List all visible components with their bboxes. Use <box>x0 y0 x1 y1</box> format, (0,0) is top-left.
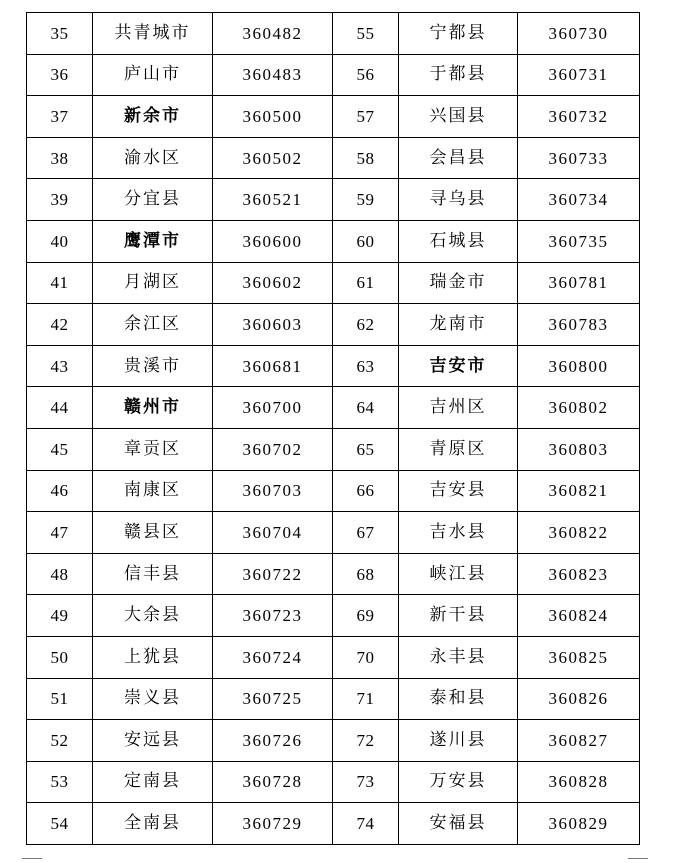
division-name-cell: 全南县 <box>93 803 213 845</box>
division-name-cell: 上犹县 <box>93 636 213 678</box>
table-row <box>27 428 640 470</box>
division-code-cell: 360728 <box>213 761 333 803</box>
division-code-cell: 360829 <box>518 803 640 845</box>
table-row <box>27 304 640 346</box>
table-row <box>27 13 640 55</box>
index-cell: 66 <box>333 470 399 512</box>
table-body <box>27 13 640 845</box>
index-cell: 57 <box>333 96 399 138</box>
division-code-cell: 360700 <box>213 387 333 429</box>
table-row <box>27 345 640 387</box>
division-name-cell: 定南县 <box>93 761 213 803</box>
division-code-cell: 360822 <box>518 512 640 554</box>
table-row <box>27 262 640 304</box>
index-cell: 37 <box>27 96 93 138</box>
division-name-cell: 于都县 <box>399 54 518 96</box>
division-code-cell: 360821 <box>518 470 640 512</box>
division-code-cell: 360702 <box>213 428 333 470</box>
index-cell: 43 <box>27 345 93 387</box>
division-name-cell: 青原区 <box>399 428 518 470</box>
division-name-cell: 大余县 <box>93 595 213 637</box>
division-name-cell: 赣州市 <box>93 387 213 429</box>
division-name-cell: 石城县 <box>399 220 518 262</box>
index-cell: 67 <box>333 512 399 554</box>
division-code-cell: 360823 <box>518 553 640 595</box>
division-name-cell: 月湖区 <box>93 262 213 304</box>
division-name-cell: 分宜县 <box>93 179 213 221</box>
division-name-cell: 瑞金市 <box>399 262 518 304</box>
index-cell: 60 <box>333 220 399 262</box>
division-code-cell: 360500 <box>213 96 333 138</box>
index-cell: 71 <box>333 678 399 720</box>
division-code-cell: 360733 <box>518 137 640 179</box>
division-code-cell: 360521 <box>213 179 333 221</box>
index-cell: 65 <box>333 428 399 470</box>
division-name-cell: 寻乌县 <box>399 179 518 221</box>
table-row <box>27 512 640 554</box>
division-name-cell: 兴国县 <box>399 96 518 138</box>
index-cell: 69 <box>333 595 399 637</box>
index-cell: 41 <box>27 262 93 304</box>
index-cell: 52 <box>27 720 93 762</box>
division-name-cell: 吉安县 <box>399 470 518 512</box>
table-row <box>27 720 640 762</box>
division-name-cell: 章贡区 <box>93 428 213 470</box>
division-name-cell: 龙南市 <box>399 304 518 346</box>
division-name-cell: 共青城市 <box>93 13 213 55</box>
division-code-cell: 360726 <box>213 720 333 762</box>
division-name-cell: 信丰县 <box>93 553 213 595</box>
division-code-cell: 360732 <box>518 96 640 138</box>
index-cell: 42 <box>27 304 93 346</box>
division-name-cell: 南康区 <box>93 470 213 512</box>
division-code-cell: 360827 <box>518 720 640 762</box>
division-name-cell: 吉安市 <box>399 345 518 387</box>
index-cell: 39 <box>27 179 93 221</box>
division-code-cell: 360681 <box>213 345 333 387</box>
division-code-cell: 360824 <box>518 595 640 637</box>
division-code-cell: 360730 <box>518 13 640 55</box>
index-cell: 35 <box>27 13 93 55</box>
division-code-cell: 360783 <box>518 304 640 346</box>
index-cell: 73 <box>333 761 399 803</box>
division-name-cell: 庐山市 <box>93 54 213 96</box>
table-row <box>27 636 640 678</box>
index-cell: 74 <box>333 803 399 845</box>
division-name-cell: 永丰县 <box>399 636 518 678</box>
table-row <box>27 137 640 179</box>
division-code-cell: 360781 <box>518 262 640 304</box>
table-row <box>27 387 640 429</box>
index-cell: 58 <box>333 137 399 179</box>
index-cell: 63 <box>333 345 399 387</box>
index-cell: 54 <box>27 803 93 845</box>
division-code-cell: 360722 <box>213 553 333 595</box>
table-row <box>27 96 640 138</box>
index-cell: 72 <box>333 720 399 762</box>
index-cell: 59 <box>333 179 399 221</box>
division-code-cell: 360825 <box>518 636 640 678</box>
index-cell: 61 <box>333 262 399 304</box>
division-code-cell: 360704 <box>213 512 333 554</box>
division-name-cell: 会昌县 <box>399 137 518 179</box>
page-corner-mark-right <box>628 858 648 859</box>
index-cell: 38 <box>27 137 93 179</box>
division-code-cell: 360725 <box>213 678 333 720</box>
page-corner-mark-left <box>22 858 42 859</box>
division-name-cell: 遂川县 <box>399 720 518 762</box>
table-row <box>27 761 640 803</box>
division-code-cell: 360703 <box>213 470 333 512</box>
division-code-cell: 360826 <box>518 678 640 720</box>
division-code-cell: 360729 <box>213 803 333 845</box>
index-cell: 45 <box>27 428 93 470</box>
division-name-cell: 宁都县 <box>399 13 518 55</box>
table-row <box>27 54 640 96</box>
index-cell: 47 <box>27 512 93 554</box>
division-code-cell: 360603 <box>213 304 333 346</box>
division-code-cell: 360802 <box>518 387 640 429</box>
index-cell: 48 <box>27 553 93 595</box>
index-cell: 50 <box>27 636 93 678</box>
division-code-cell: 360483 <box>213 54 333 96</box>
index-cell: 70 <box>333 636 399 678</box>
index-cell: 62 <box>333 304 399 346</box>
division-code-cell: 360502 <box>213 137 333 179</box>
division-name-cell: 峡江县 <box>399 553 518 595</box>
index-cell: 51 <box>27 678 93 720</box>
index-cell: 36 <box>27 54 93 96</box>
division-name-cell: 崇义县 <box>93 678 213 720</box>
index-cell: 56 <box>333 54 399 96</box>
index-cell: 40 <box>27 220 93 262</box>
division-code-cell: 360724 <box>213 636 333 678</box>
table-row <box>27 179 640 221</box>
division-name-cell: 鹰潭市 <box>93 220 213 262</box>
division-name-cell: 吉州区 <box>399 387 518 429</box>
division-name-cell: 贵溪市 <box>93 345 213 387</box>
division-code-cell: 360723 <box>213 595 333 637</box>
index-cell: 46 <box>27 470 93 512</box>
table-row <box>27 553 640 595</box>
division-name-cell: 泰和县 <box>399 678 518 720</box>
index-cell: 64 <box>333 387 399 429</box>
table-row <box>27 220 640 262</box>
division-name-cell: 新干县 <box>399 595 518 637</box>
index-cell: 53 <box>27 761 93 803</box>
division-code-cell: 360800 <box>518 345 640 387</box>
division-code-cell: 360803 <box>518 428 640 470</box>
table-row <box>27 678 640 720</box>
table-row <box>27 595 640 637</box>
division-code-cell: 360602 <box>213 262 333 304</box>
index-cell: 55 <box>333 13 399 55</box>
index-cell: 44 <box>27 387 93 429</box>
division-code-cell: 360734 <box>518 179 640 221</box>
division-name-cell: 渝水区 <box>93 137 213 179</box>
division-code-cell: 360600 <box>213 220 333 262</box>
division-name-cell: 安远县 <box>93 720 213 762</box>
index-cell: 68 <box>333 553 399 595</box>
division-code-cell: 360828 <box>518 761 640 803</box>
division-name-cell: 新余市 <box>93 96 213 138</box>
division-name-cell: 万安县 <box>399 761 518 803</box>
table-row <box>27 470 640 512</box>
division-code-cell: 360735 <box>518 220 640 262</box>
division-name-cell: 吉水县 <box>399 512 518 554</box>
index-cell: 49 <box>27 595 93 637</box>
division-name-cell: 安福县 <box>399 803 518 845</box>
table-row <box>27 803 640 845</box>
division-name-cell: 赣县区 <box>93 512 213 554</box>
division-code-cell: 360731 <box>518 54 640 96</box>
division-code-table <box>26 12 640 845</box>
division-name-cell: 余江区 <box>93 304 213 346</box>
division-code-cell: 360482 <box>213 13 333 55</box>
